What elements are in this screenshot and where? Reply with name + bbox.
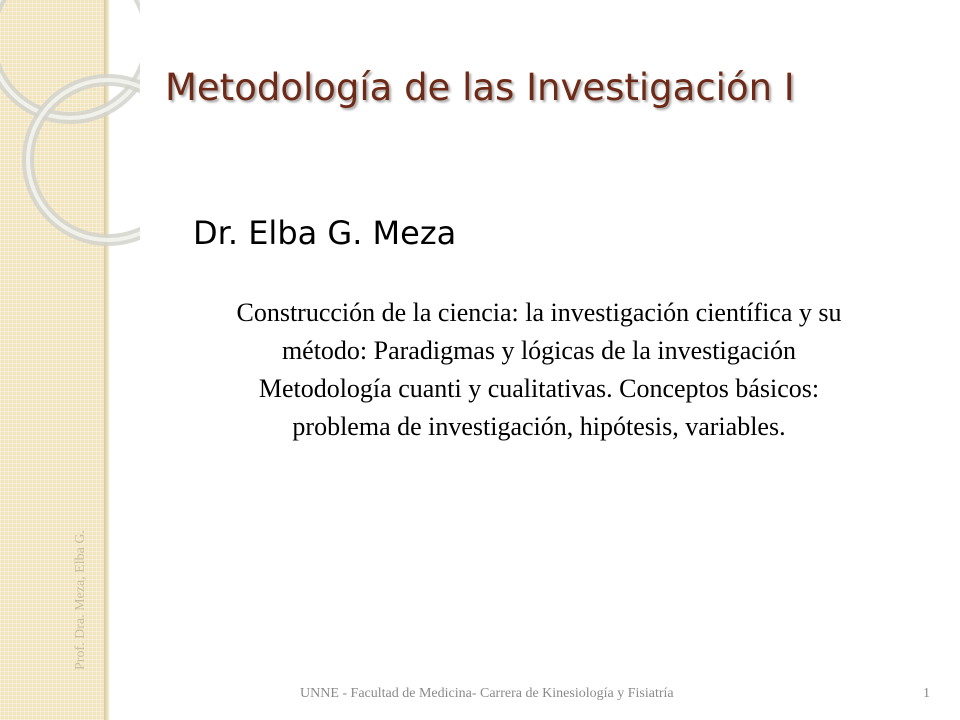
body-line: problema de investigación, hipótesis, variables.: [292, 412, 786, 441]
vertical-credit: Prof. Dra. Meza, Elba G.: [73, 530, 88, 670]
body-line: Metodología cuanti y cualitativas. Conceptos básicos:: [258, 374, 820, 403]
slide-number: 1: [923, 686, 930, 701]
body-line: Construcción de la ciencia: la investigación científica y su: [236, 298, 842, 327]
body-line: método: Paradigmas y lógicas de la investigación: [281, 336, 797, 365]
decorative-circles: [0, 0, 140, 260]
author-name: Dr. Elba G. Meza: [193, 214, 457, 252]
slide-body: [156, 294, 922, 446]
slide-title: Metodología de las Investigación I: [165, 66, 795, 109]
slide-footer: UNNE - Facultad de Medicina- Carrera de Kinesiología y Fisiatría: [300, 686, 674, 701]
